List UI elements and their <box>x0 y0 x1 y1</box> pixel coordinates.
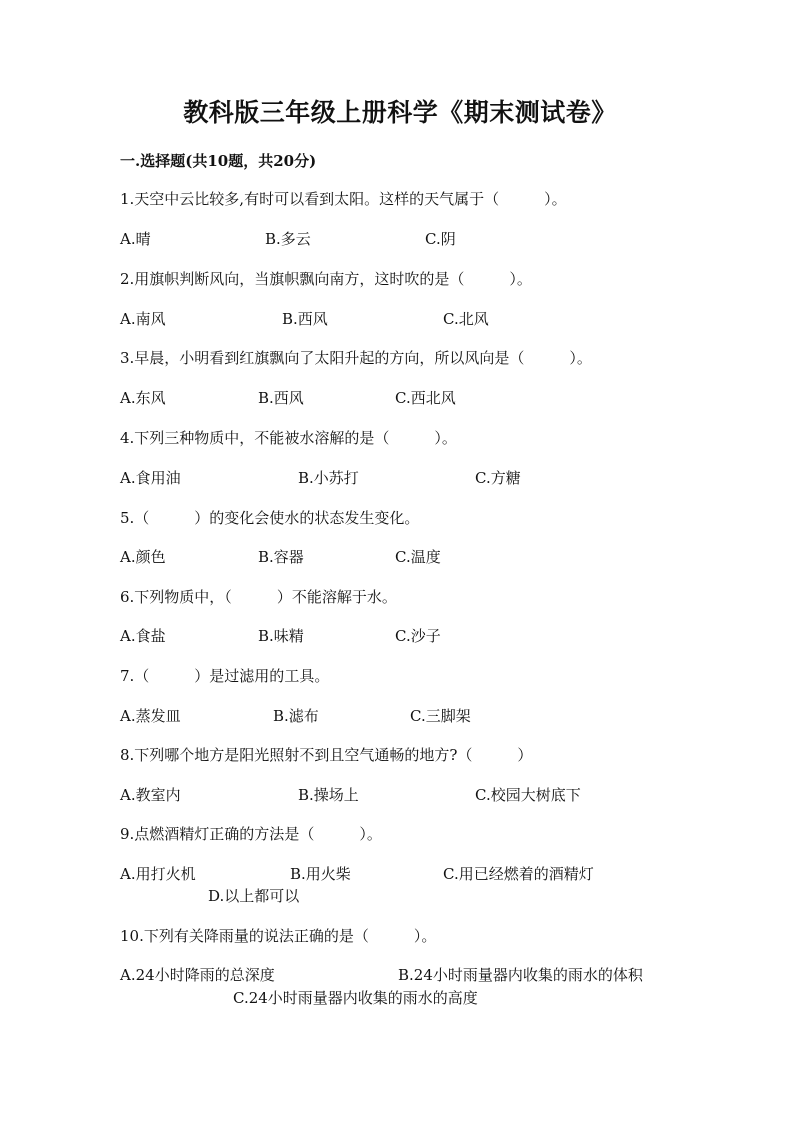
q9-option-a[interactable]: A.用打火机 <box>120 865 196 883</box>
q4-option-b[interactable]: B.小苏打 <box>298 469 359 487</box>
question-8: 8.下列哪个地方是阳光照射不到且空气通畅的地方?（ ） <box>120 746 533 764</box>
q7-option-b[interactable]: B.滤布 <box>273 707 319 725</box>
q5-option-b[interactable]: B.容器 <box>258 548 304 566</box>
q3-option-c[interactable]: C.西北风 <box>395 389 456 407</box>
q4-option-c[interactable]: C.方糖 <box>475 469 521 487</box>
page-title: 教科版三年级上册科学《期末测试卷》 <box>183 98 617 127</box>
question-1: 1.天空中云比较多,有时可以看到太阳。这样的天气属于（ ）。 <box>120 190 567 208</box>
q10-option-a[interactable]: A.24小时降雨的总深度 <box>120 966 275 984</box>
question-5: 5.（ ）的变化会使水的状态发生变化。 <box>120 509 420 527</box>
q8-option-b[interactable]: B.操场上 <box>298 786 359 804</box>
q7-option-a[interactable]: A.蒸发皿 <box>120 707 181 725</box>
question-3: 3.早晨，小明看到红旗飘向了太阳升起的方向，所以风向是（ ）。 <box>120 349 592 367</box>
q10-option-c[interactable]: C.24小时雨量器内收集的雨水的高度 <box>233 989 478 1007</box>
q1-option-c[interactable]: C.阴 <box>425 230 456 248</box>
q8-option-c[interactable]: C.校园大树底下 <box>475 786 581 804</box>
q2-option-a[interactable]: A.南风 <box>120 310 166 328</box>
q5-option-c[interactable]: C.温度 <box>395 548 441 566</box>
q2-option-c[interactable]: C.北风 <box>443 310 489 328</box>
question-9: 9.点燃酒精灯正确的方法是（ ）。 <box>120 825 382 843</box>
q1-option-a[interactable]: A.晴 <box>120 230 151 248</box>
q9-option-b[interactable]: B.用火柴 <box>290 865 351 883</box>
q5-option-a[interactable]: A.颜色 <box>120 548 166 566</box>
section-heading: 一.选择题(共10题，共20分) <box>120 152 317 170</box>
q7-option-c[interactable]: C.三脚架 <box>410 707 471 725</box>
q10-option-b[interactable]: B.24小时雨量器内收集的雨水的体积 <box>398 966 643 984</box>
q1-option-b[interactable]: B.多云 <box>265 230 311 248</box>
question-10: 10.下列有关降雨量的说法正确的是（ ）。 <box>120 927 437 945</box>
question-6: 6.下列物质中，（ ）不能溶解于水。 <box>120 588 397 606</box>
q6-option-c[interactable]: C.沙子 <box>395 627 441 645</box>
q6-option-a[interactable]: A.食盐 <box>120 627 166 645</box>
q4-option-a[interactable]: A.食用油 <box>120 469 181 487</box>
q3-option-a[interactable]: A.东风 <box>120 389 166 407</box>
question-7: 7.（ ）是过滤用的工具。 <box>120 667 330 685</box>
q9-option-d[interactable]: D.以上都可以 <box>208 887 300 905</box>
q6-option-b[interactable]: B.味精 <box>258 627 304 645</box>
q2-option-b[interactable]: B.西风 <box>282 310 328 328</box>
q9-option-c[interactable]: C.用已经燃着的酒精灯 <box>443 865 594 883</box>
question-2: 2.用旗帜判断风向，当旗帜飘向南方，这时吹的是（ ）。 <box>120 270 532 288</box>
question-4: 4.下列三种物质中，不能被水溶解的是（ ）。 <box>120 429 457 447</box>
q8-option-a[interactable]: A.教室内 <box>120 786 181 804</box>
q3-option-b[interactable]: B.西风 <box>258 389 304 407</box>
